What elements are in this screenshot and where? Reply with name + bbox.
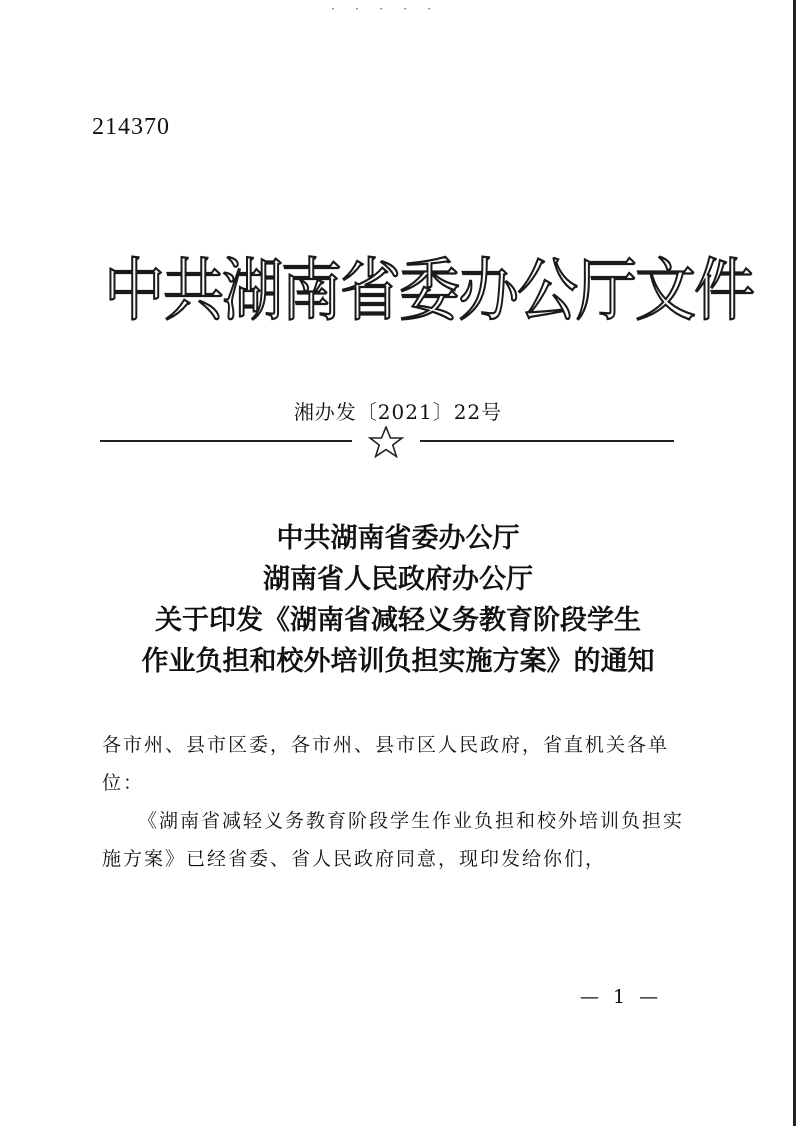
header-rule-right [420,440,674,442]
star-icon [366,426,406,458]
header-rule-left [100,440,352,442]
recipients-paragraph: 各市州、县市区委，各市州、县市区人民政府，省直机关各单位： [102,734,670,794]
body-paragraph: 《湖南省减轻义务教育阶段学生作业负担和校外培训负担实施方案》已经省委、省人民政府同意，现印发给你们， [102,810,685,870]
title-line: 作业负担和校外培训负担实施方案》的通知 [141,646,655,677]
title-line: 中共湖南省委办公厅 [276,523,520,554]
page-number: — 1 — [580,986,663,1008]
document-id: 214370 [92,114,170,140]
notice-title [0,518,796,682]
title-line: 关于印发《湖南省减轻义务教育阶段学生 [155,605,641,636]
masthead-title: 中共湖南省委办公厅文件 [104,251,754,331]
title-line: 湖南省人民政府办公厅 [263,564,533,595]
notice-body [102,726,692,878]
scan-specks: · · · · · [330,4,439,15]
document-number: 湘办发〔2021〕22号 [293,400,503,424]
